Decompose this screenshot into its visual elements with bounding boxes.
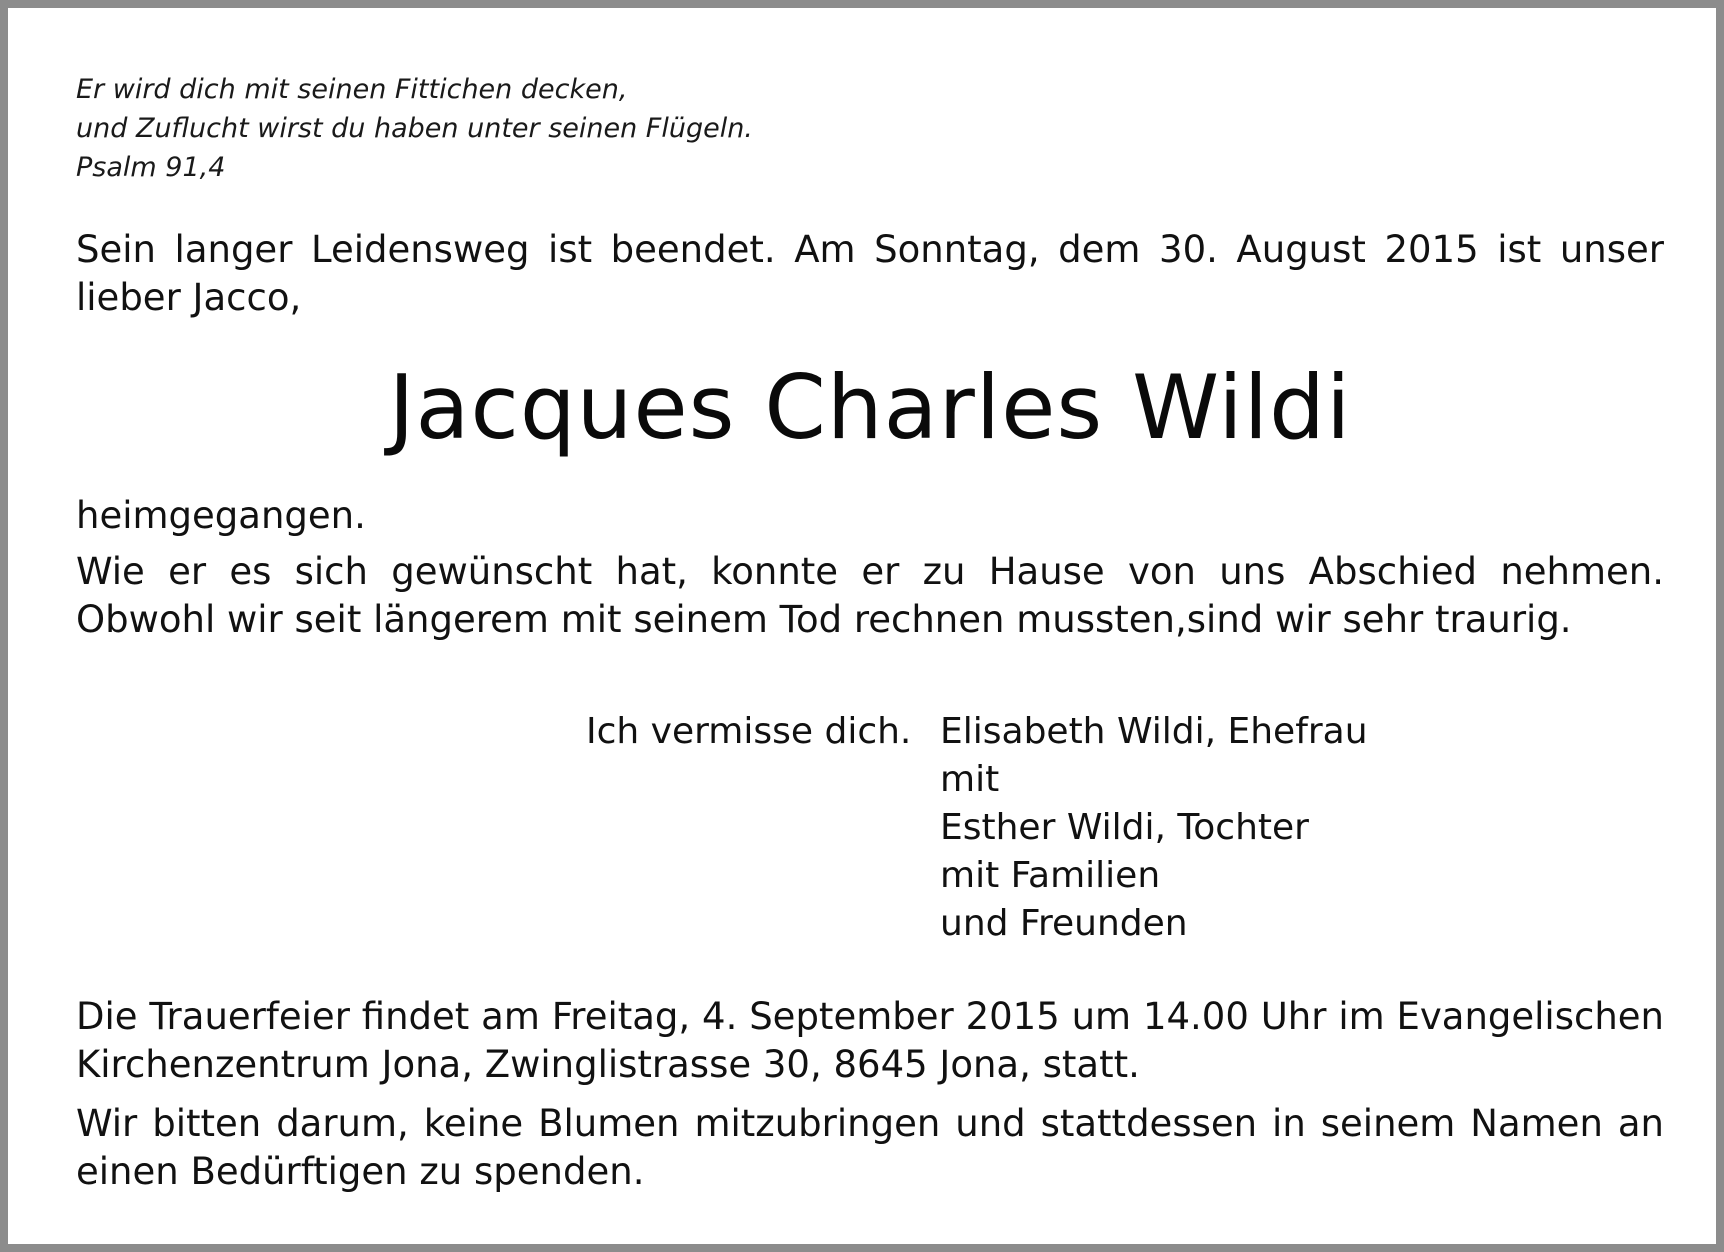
bible-verse: [76, 70, 753, 187]
verse-line-2: und Zuflucht wirst du haben unter seinen Flügeln.: [76, 113, 753, 144]
signature-lead: Ich vermisse dich.: [586, 711, 912, 752]
signer-line: Esther Wildi, Tochter: [940, 807, 1309, 848]
signer-line: mit Familien: [940, 855, 1161, 896]
donation-request: Wir bitten darum, keine Blumen mitzubringen und stattdessen in seinem Namen an einen Bedürftigen zu spenden.: [76, 1102, 1664, 1193]
signer-line: mit: [940, 759, 1000, 800]
verse-line-1: Er wird dich mit seinen Fittichen decken,: [76, 74, 628, 105]
signer-line: Elisabeth Wildi, Ehefrau: [940, 711, 1368, 752]
intro-paragraph: Sein langer Leidensweg ist beendet. Am Sonntag, dem 30. August 2015 ist unser lieber Jacco,: [76, 228, 1664, 319]
signer-line: und Freunden: [940, 903, 1188, 944]
signature-list: [940, 708, 1368, 948]
deceased-name: Jacques Charles Wildi: [388, 356, 1352, 459]
passed-away-text: heimgegangen.: [76, 494, 366, 537]
verse-reference: Psalm 91,4: [76, 152, 226, 183]
message-paragraph: Wie er es sich gewünscht hat, konnte er zu Hause von uns Abschied nehmen. Obwohl wir seit längerem mit seinem Tod rechnen mussten,sind wir sehr traurig.: [76, 550, 1664, 641]
service-paragraph: Die Trauerfeier findet am Freitag, 4. September 2015 um 14.00 Uhr im Evangelischen Kirchenzentrum Jona, Zwinglistrasse 30, 8645 Jona, statt.: [76, 995, 1664, 1086]
